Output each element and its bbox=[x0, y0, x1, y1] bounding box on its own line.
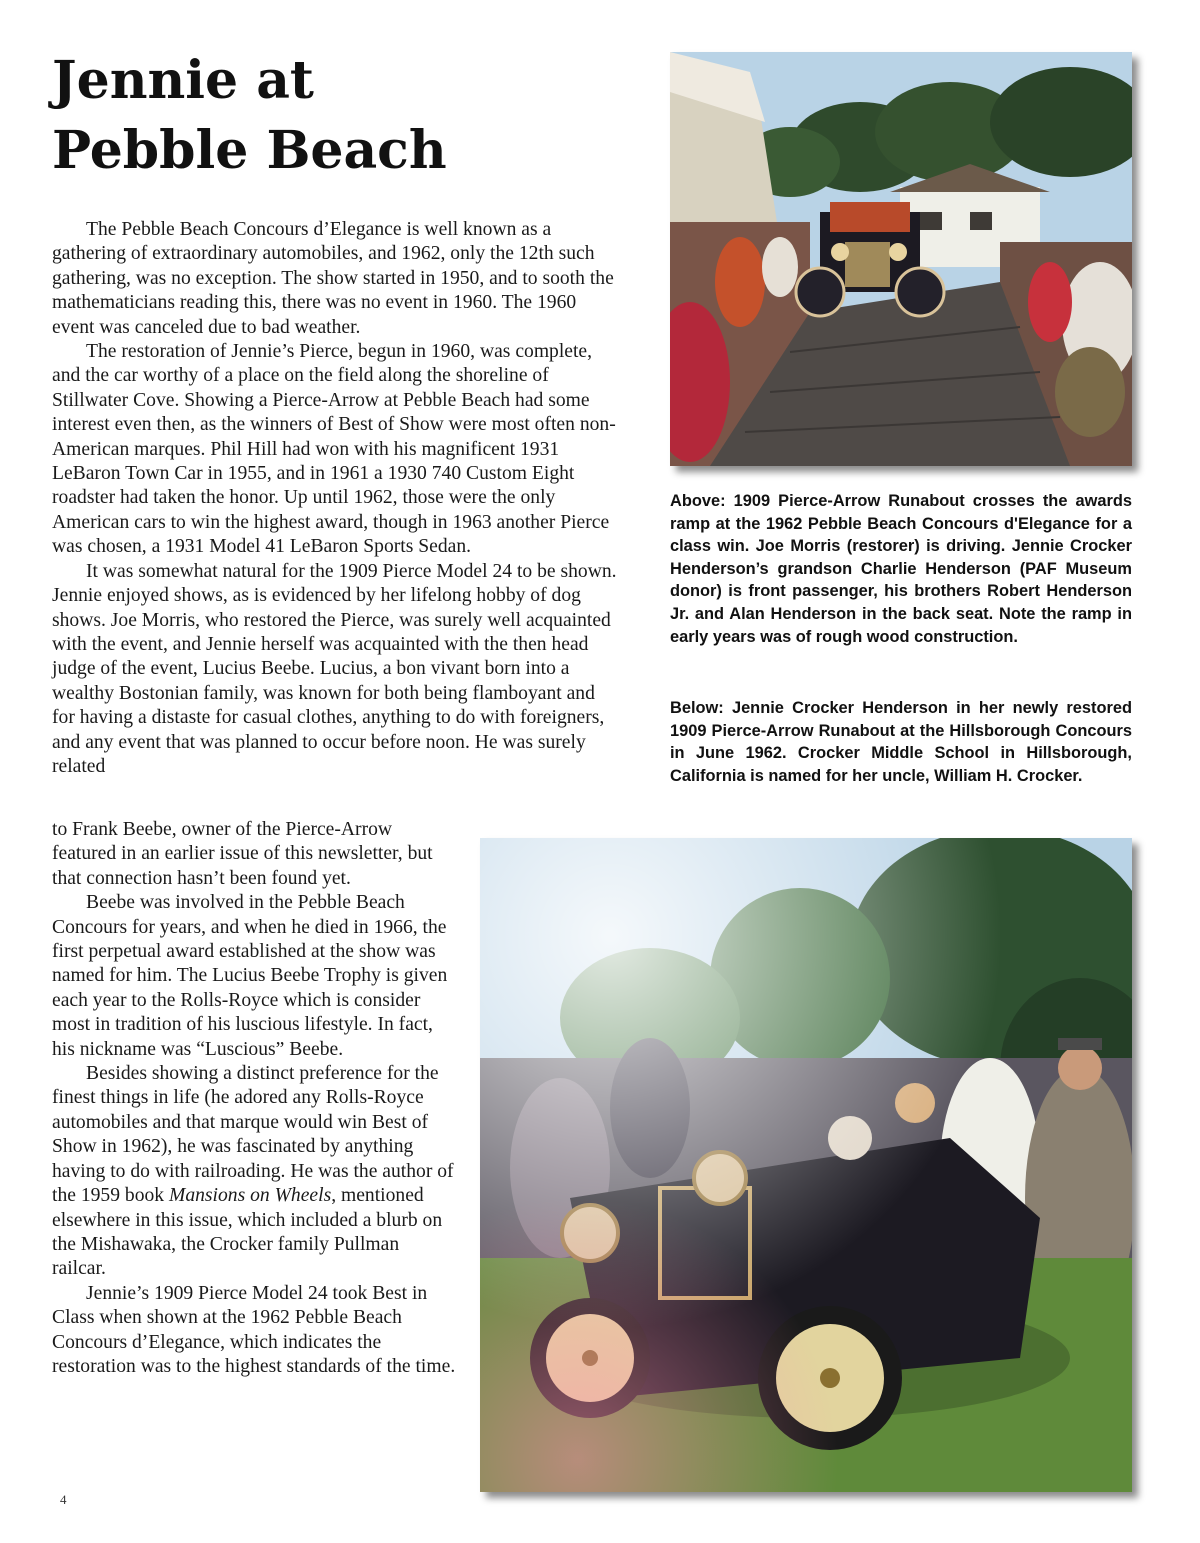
paragraph-6: Jennie’s 1909 Pierce Model 24 took Best in Class when shown at the 1962 Pebble Beach Concours d’Elegance, which indicates the restoration was to the highest standards of the time. bbox=[52, 1282, 456, 1377]
photo-hillsborough-concours bbox=[480, 838, 1132, 1492]
paragraph-4: Beebe was involved in the Pebble Beach Concours for years, and when he died in 1966, the first perpetual award established at the show was named for him. The Lucius Beebe Trophy is given each year to the Rolls-Royce which is consider most in tradition of his luscious lifestyle. In fact, his nickname was “Luscious” Beebe. bbox=[52, 892, 448, 1060]
page-number: 4 bbox=[60, 1492, 67, 1507]
paragraph-5 bbox=[52, 1062, 457, 1282]
article-body-bottom bbox=[52, 818, 457, 1379]
photo-hillsborough-concours-image bbox=[480, 838, 1132, 1492]
photo-awards-ramp bbox=[670, 52, 1132, 466]
caption-below: Below: Jennie Crocker Henderson in her newly restored 1909 Pierce-Arrow Runabout at the Hillsborough Concours in June 1962. Crocker Middle School in Hillsborough, California is named for her uncle, William H. Crocker. bbox=[670, 699, 1132, 785]
article-body-top bbox=[52, 218, 622, 779]
paragraph-5-text-b: , mentioned elsewhere in this issue, which included a blurb on the Mishawaka, the Crocker family Pullman railcar. bbox=[52, 1185, 443, 1280]
paragraph-3: It was somewhat natural for the 1909 Pierce Model 24 to be shown. Jennie enjoyed shows, as is evidenced by her lifelong hobby of dog shows. Joe Morris, who restored the Pierce, was surely well acquainted with the event, and Jennie herself was acquainted with the then head judge of the event, Lucius Beebe. Lucius, a bon vivant born into a wealthy Bostonian family, was known for both being flamboyant and for having a distaste for casual clothes, anything to do with foreigners, and any event that was planned to occur before noon. He was surely related bbox=[52, 560, 617, 777]
article-title bbox=[52, 46, 572, 186]
title-line-2: Pebble Beach bbox=[52, 120, 447, 181]
photo-awards-ramp-image bbox=[670, 52, 1132, 466]
paragraph-3-continued: to Frank Beebe, owner of the Pierce-Arrow featured in an earlier issue of this newsletter, but that connection hasn’t been found yet. bbox=[52, 819, 433, 889]
caption-above: Above: 1909 Pierce-Arrow Runabout crosses the awards ramp at the 1962 Pebble Beach Concours d'Elegance for a class win. Joe Morris (restorer) is driving. Jennie Crocker Henderson’s grandson Charlie Henderson (PAF Museum donor) is front passenger, his brothers Robert Henderson Jr. and Alan Henderson in the back seat. Note the ramp in early years was of rough wood construction. bbox=[670, 492, 1132, 646]
paragraph-2: The restoration of Jennie’s Pierce, begun in 1960, was complete, and the car worthy of a place on the field along the shoreline of Stillwater Cove. Showing a Pierce-Arrow at Pebble Beach had some interest even then, as the winners of Best of Show were most often non-American marques. Phil Hill had won with his magnificent 1931 LeBaron Town Car in 1955, and in 1961 a 1930 740 Custom Eight roadster had taken the honor. Up until 1962, those were the only American cars to win the highest award, though in 1963 another Pierce was chosen, a 1931 Model 41 LeBaron Sports Sedan. bbox=[52, 341, 616, 558]
paragraph-5-text-a: Besides showing a distinct preference for the finest things in life (he adored any Rolls-Royce automobiles and that marque would win Best of Show in 1962), he was fascinated by anything having to do with railroading. He was the author of the 1959 book bbox=[52, 1063, 454, 1207]
paragraph-1: The Pebble Beach Concours d’Elegance is well known as a gathering of extraordinary automobiles, and 1962, only the 12th such gathering, was no exception. The show started in 1950, and to sooth the mathematicians reading this, there was no event in 1960. The 1960 event was canceled due to bad weather. bbox=[52, 219, 614, 338]
title-line-1: Jennie at bbox=[52, 50, 314, 111]
book-title: Mansions on Wheels bbox=[169, 1185, 332, 1207]
